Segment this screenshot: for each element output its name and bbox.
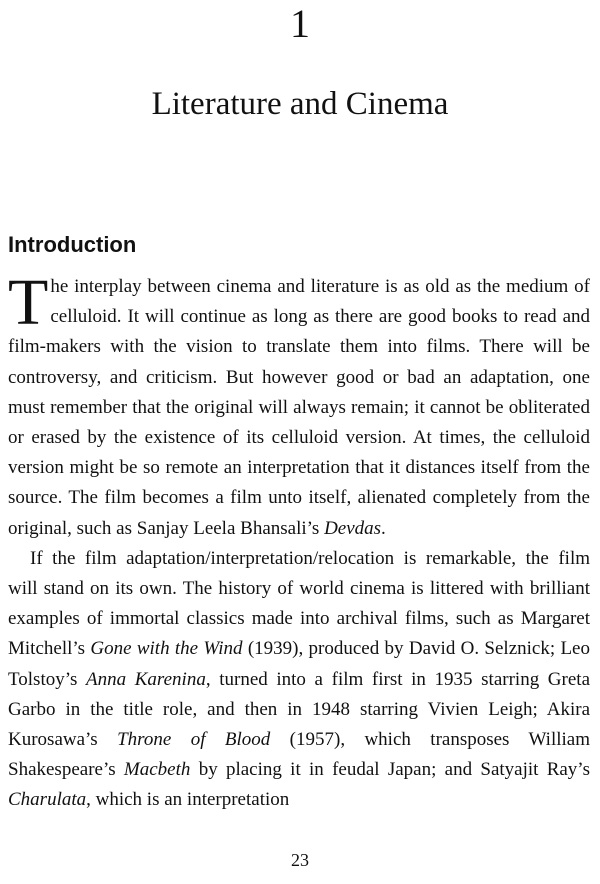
paragraph-2-text-2: (1939), produced by David O. Selznick; Leo Tolstoy’s [8,638,590,690]
play-title-macbeth: Macbeth [123,759,191,781]
film-title-throne-of-blood: Throne of Blood [117,729,271,751]
paragraph-2-text-3: , turned into a film first in 1935 starring Greta Garbo in the title role, and then in 1948 starring Vivien Leigh; Akira Kurosawa’s [8,668,591,751]
paragraph-1-text-2: . [381,517,386,539]
paragraph-2 [8,544,590,816]
chapter-number: 1 [290,1,310,46]
body-text [8,266,591,816]
section-heading: Introduction [8,232,137,257]
film-title-gone-with-the-wind: Gone with the Wind [90,638,243,660]
film-title-devdas: Devdas [324,517,382,539]
drop-cap: T [8,266,49,339]
paragraph-2-text-4: (1957), which transposes William Shakespeare’s [8,729,591,781]
chapter-title: Literature and Cinema [151,86,449,122]
paragraph-2-text-6: , which is an interpretation [86,789,290,811]
paragraph-1 [8,266,590,544]
film-title-anna-karenina: Anna Karenina [86,668,206,690]
page-number: 23 [291,850,309,870]
paragraph-1-text-1: he interplay between cinema and literature is as old as the medium of celluloid. It will continue as long as there are good books to read and film-makers with the vision to translate them into films. There will be controversy, and criticism. But however good or bad an adaptation, one must remember that the original will always remain; it cannot be obliterated or erased by the existence of its celluloid version. At times, the celluloid version might be so remote an interpretation that it distances itself from the source. The film becomes a film unto itself, alienated completely from the original, such as Sanjay Leela Bhansali’s [8,276,590,539]
paragraph-2-text-1: If the film adaptation/interpretation/relocation is remarkable, the film will stand on its own. The history of world cinema is littered with brilliant examples of immortal classics made into archival films, such as Margaret Mitchell’s [8,547,590,660]
film-title-charulata: Charulata [8,789,87,811]
paragraph-2-text-5: by placing it in feudal Japan; and Satyajit Ray’s [190,759,590,781]
